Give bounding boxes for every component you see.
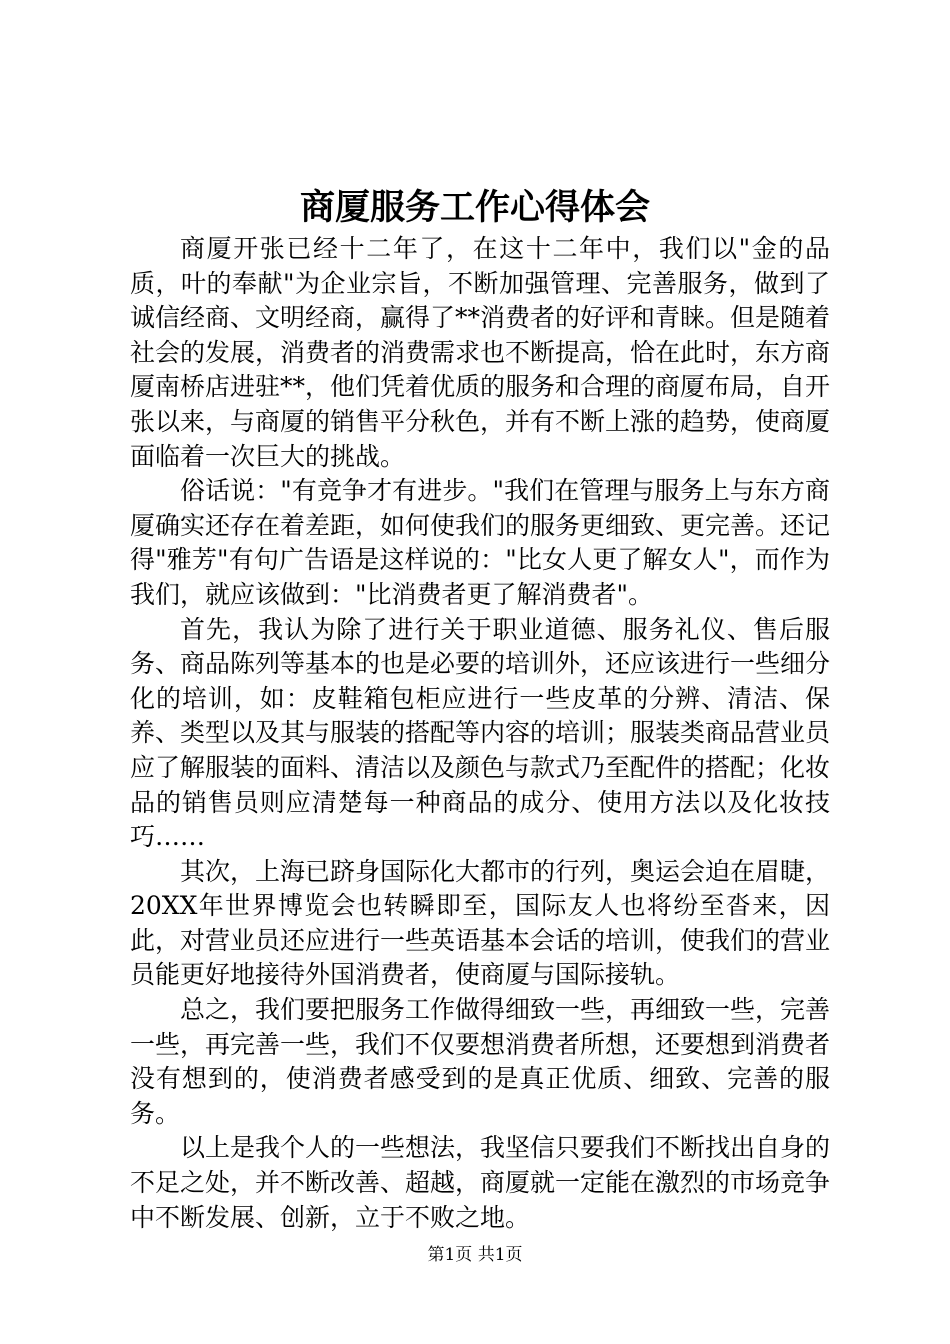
- document-body: [130, 232, 830, 1235]
- paragraph-2: 俗话说："有竞争才有进步。"我们在管理与服务上与东方商厦确实还存在着差距，如何使我们的服务更细致、更完善。还记得"雅芳"有句广告语是这样说的："比女人更了解女人"，而作为我们，就应该做到："比消费者更了解消费者"。: [130, 476, 831, 609]
- paragraph-3: 首先，我认为除了进行关于职业道德、服务礼仪、售后服务、商品陈列等基本的也是必要的培训外，还应该进行一些细分化的培训，如：皮鞋箱包柜应进行一些皮革的分辨、清洁、保养、类型以及其与服装的搭配等内容的培训；服装类商品营业员应了解服装的面料、清洁以及颜色与款式乃至配件的搭配；化妆品的销售员则应清楚每一种商品的成分、使用方法以及化妆技巧……: [130, 614, 831, 852]
- paragraph-5: 总之，我们要把服务工作做得细致一些，再细致一些，完善一些，再完善一些，我们不仅要想消费者所想，还要想到消费者没有想到的，使消费者感受到的是真正优质、细致、完善的服务。: [130, 995, 831, 1128]
- paragraph-1: 商厦开张已经十二年了，在这十二年中，我们以"金的品质，叶的奉献"为企业宗旨，不断加强管理、完善服务，做到了诚信经商、文明经商，赢得了**消费者的好评和青睐。但是随着社会的发展，消费者的消费需求也不断提高，恰在此时，东方商厦南桥店进驻**，他们凭着优质的服务和合理的商厦布局，自开张以来，与商厦的销售平分秋色，并有不断上涨的趋势，使商厦面临着一次巨大的挑战。: [130, 234, 831, 471]
- page-number-footer: 第1页 共1页: [427, 1245, 523, 1265]
- paragraph-6: 以上是我个人的一些想法，我坚信只要我们不断找出自身的不足之处，并不断改善、超越，商厦就一定能在激烈的市场竞争中不断发展、创新，立于不败之地。: [130, 1133, 831, 1232]
- paragraph-4: 其次，上海已跻身国际化大都市的行列，奥运会迫在眉睫，20XX年世界博览会也转瞬即至，国际友人也将纷至沓来，因此，对营业员还应进行一些英语基本会话的培训，使我们的营业员能更好地接待外国消费者，使商厦与国际接轨。: [130, 856, 831, 990]
- document-title: 商厦服务工作心得体会: [299, 187, 650, 228]
